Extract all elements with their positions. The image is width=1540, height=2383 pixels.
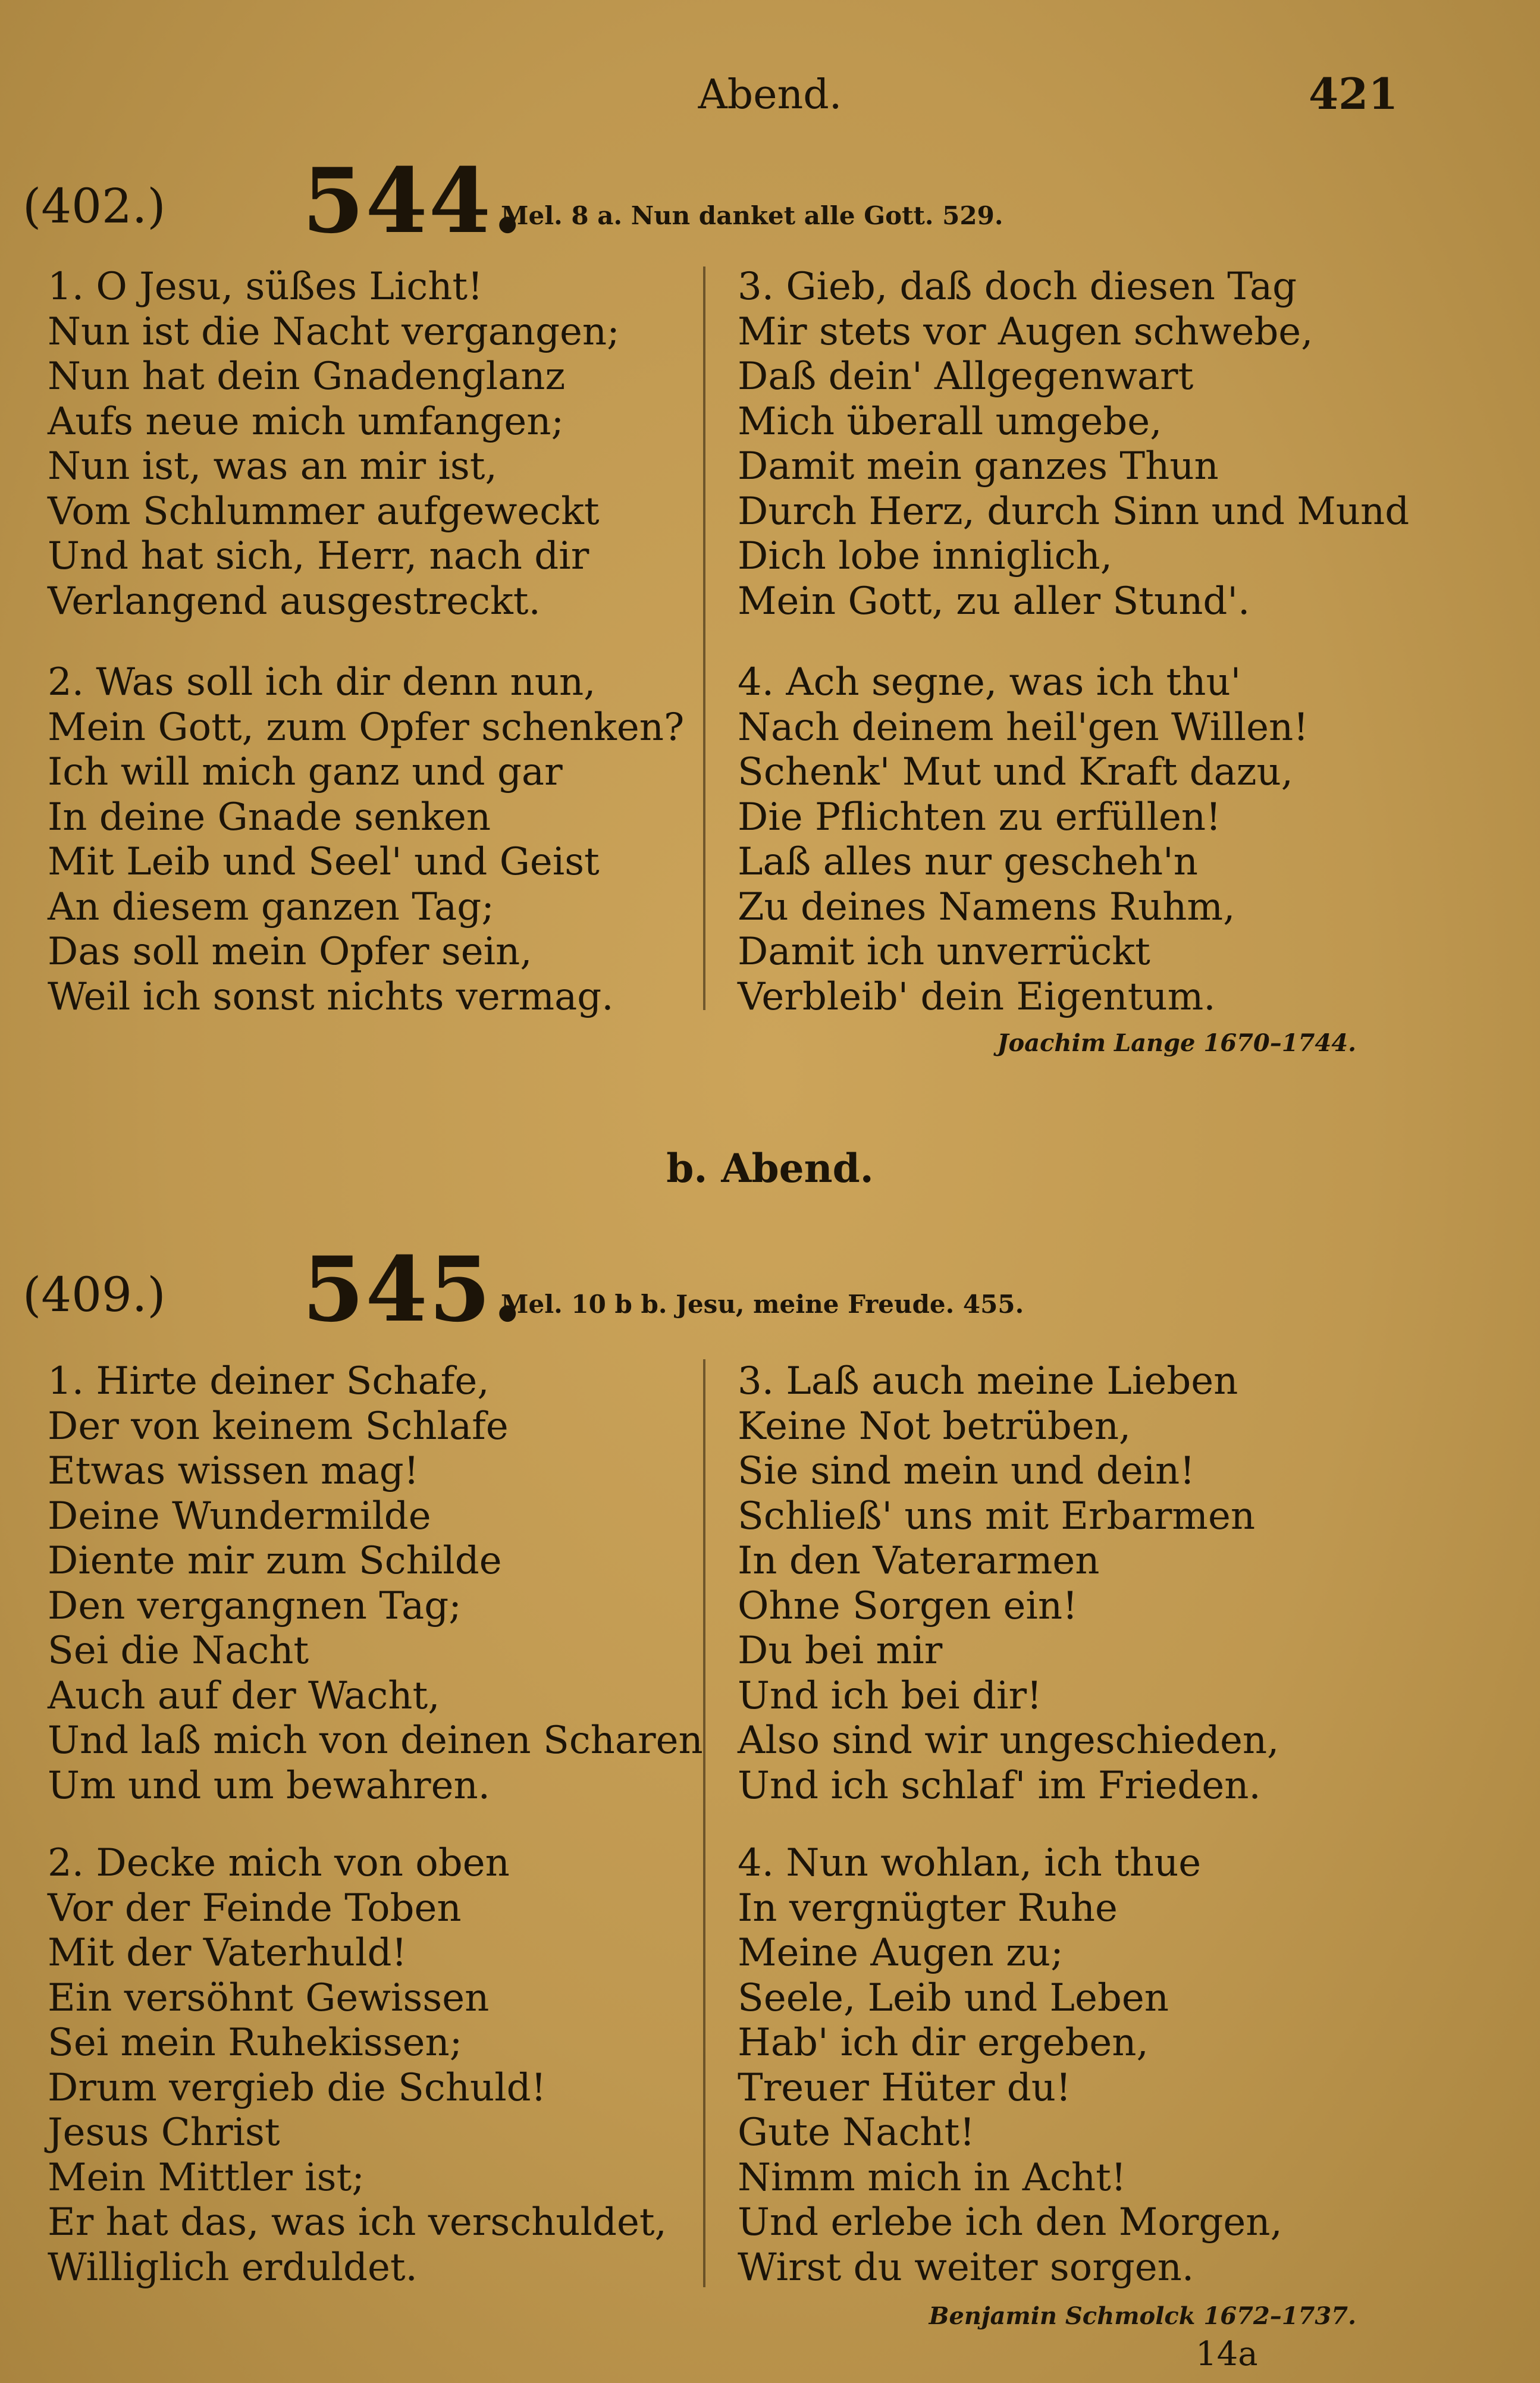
- stanza-line: Um und um bewahren.: [48, 1763, 490, 1808]
- section-heading: b. Abend.: [666, 1145, 874, 1192]
- stanza-line: Sei die Nacht: [48, 1629, 309, 1673]
- stanza-line: Er hat das, was ich verschuldet,: [48, 2200, 667, 2244]
- stanza-line: Williglich erduldet.: [48, 2245, 418, 2290]
- stanza-line: Etwas wissen mag!: [48, 1449, 419, 1493]
- stanza-line: Ohne Sorgen ein!: [738, 1584, 1078, 1628]
- stanza-line: Verbleib' dein Eigentum.: [738, 974, 1216, 1019]
- page-number: 421: [1309, 68, 1398, 119]
- stanza-line: Mir stets vor Augen schwebe,: [738, 309, 1313, 354]
- stanza-line: An diesem ganzen Tag;: [48, 885, 494, 929]
- stanza-line: Dich lobe inniglich,: [738, 534, 1113, 578]
- stanza-line: Schenk' Mut und Kraft dazu,: [738, 750, 1293, 794]
- stanza-line: Jesus Christ: [48, 2111, 280, 2155]
- stanza-line: Mich überall umgebe,: [738, 399, 1162, 444]
- stanza-line: Treuer Hüter du!: [738, 2065, 1071, 2110]
- stanza-line: Mit der Vaterhuld!: [48, 1931, 407, 1975]
- signature-mark: 14a: [1196, 2335, 1258, 2373]
- hymn-544-stanza-2: [48, 660, 684, 1020]
- stanza-line: Diente mir zum Schilde: [48, 1539, 502, 1583]
- hymn-545-author: Benjamin Schmolck 1672–1737.: [929, 2302, 1356, 2330]
- stanza-line: In deine Gnade senken: [48, 795, 491, 839]
- stanza-line: 1. O Jesu, süßes Licht!: [48, 265, 483, 309]
- stanza-line: 2. Was soll ich dir denn nun,: [48, 660, 596, 704]
- stanza-line: In den Vaterarmen: [738, 1539, 1100, 1583]
- stanza-line: 2. Decke mich von oben: [48, 1841, 510, 1885]
- stanza-line: Hab' ich dir ergeben,: [738, 2021, 1149, 2065]
- stanza-line: Auch auf der Wacht,: [48, 1673, 440, 1718]
- stanza-line: Wirst du weiter sorgen.: [738, 2245, 1194, 2290]
- stanza-line: Damit mein ganzes Thun: [738, 444, 1219, 488]
- stanza-line: Nun hat dein Gnadenglanz: [48, 355, 566, 399]
- stanza-line: Nun ist die Nacht vergangen;: [48, 309, 620, 354]
- hymn-545-reference: (409.): [23, 1267, 166, 1322]
- stanza-line: Mit Leib und Seel' und Geist: [48, 840, 600, 884]
- stanza-line: Und erlebe ich den Morgen,: [738, 2200, 1282, 2244]
- stanza-line: 4. Nun wohlan, ich thue: [738, 1841, 1202, 1885]
- stanza-line: Der von keinem Schlafe: [48, 1404, 509, 1448]
- stanza-line: Schließ' uns mit Erbarmen: [738, 1494, 1256, 1538]
- stanza-line: 4. Ach segne, was ich thu': [738, 660, 1241, 704]
- hymn-544-stanza-4: [738, 660, 1309, 1020]
- hymn-545-stanza-1: [48, 1359, 703, 1808]
- stanza-line: Vom Schlummer aufgeweckt: [48, 489, 600, 534]
- stanza-line: Damit ich unverrückt: [738, 930, 1150, 974]
- stanza-line: Aufs neue mich umfangen;: [48, 399, 564, 444]
- column-divider: [703, 1359, 705, 2287]
- stanza-line: Deine Wundermilde: [48, 1494, 431, 1538]
- stanza-line: Meine Augen zu;: [738, 1931, 1064, 1975]
- stanza-line: Mein Mittler ist;: [48, 2155, 365, 2200]
- column-divider: [703, 266, 705, 1010]
- stanza-line: Durch Herz, durch Sinn und Mund: [738, 489, 1410, 534]
- stanza-line: Seele, Leib und Leben: [738, 1976, 1169, 2020]
- stanza-line: Und laß mich von deinen Scharen: [48, 1719, 703, 1763]
- stanza-line: Mein Gott, zu aller Stund'.: [738, 579, 1250, 623]
- hymn-544-author: Joachim Lange 1670–1744.: [997, 1029, 1356, 1057]
- stanza-line: Ich will mich ganz und gar: [48, 750, 563, 794]
- hymn-545-number: 545.: [302, 1237, 525, 1342]
- running-header: Abend.: [698, 71, 842, 118]
- stanza-line: Du bei mir: [738, 1629, 943, 1673]
- hymn-545-stanza-2: [48, 1841, 667, 2290]
- hymn-544-number: 544.: [302, 149, 525, 253]
- stanza-line: Also sind wir ungeschieden,: [738, 1719, 1279, 1763]
- hymn-545-stanza-3: [738, 1359, 1279, 1808]
- hymn-544-reference: (402.): [23, 178, 166, 234]
- stanza-line: Keine Not betrüben,: [738, 1404, 1131, 1448]
- stanza-line: Sie sind mein und dein!: [738, 1449, 1195, 1493]
- stanza-line: Gute Nacht!: [738, 2111, 975, 2155]
- stanza-line: Sei mein Ruhekissen;: [48, 2021, 463, 2065]
- hymn-545-melody: Mel. 10 b b. Jesu, meine Freude. 455.: [501, 1290, 1024, 1319]
- hymn-544-stanza-3: [738, 265, 1409, 624]
- stanza-line: Mein Gott, zum Opfer schenken?: [48, 705, 685, 750]
- stanza-line: Und hat sich, Herr, nach dir: [48, 534, 589, 578]
- stanza-line: Die Pflichten zu erfüllen!: [738, 795, 1221, 839]
- stanza-line: Ein versöhnt Gewissen: [48, 1976, 490, 2020]
- stanza-line: 3. Laß auch meine Lieben: [738, 1359, 1238, 1403]
- stanza-line: Nach deinem heil'gen Willen!: [738, 705, 1309, 750]
- stanza-line: Und ich schlaf' im Frieden.: [738, 1763, 1261, 1808]
- stanza-line: Das soll mein Opfer sein,: [48, 930, 532, 974]
- hymn-545-stanza-4: [738, 1841, 1282, 2290]
- stanza-line: Daß dein' Allgegenwart: [738, 355, 1194, 399]
- hymn-544-melody: Mel. 8 a. Nun danket alle Gott. 529.: [501, 201, 1003, 230]
- stanza-line: 3. Gieb, daß doch diesen Tag: [738, 265, 1297, 309]
- stanza-line: In vergnügter Ruhe: [738, 1886, 1118, 1930]
- stanza-line: Zu deines Namens Ruhm,: [738, 885, 1235, 929]
- stanza-line: Drum vergieb die Schuld!: [48, 2065, 547, 2110]
- stanza-line: 1. Hirte deiner Schafe,: [48, 1359, 490, 1403]
- stanza-line: Nun ist, was an mir ist,: [48, 444, 497, 488]
- stanza-line: Verlangend ausgestreckt.: [48, 579, 541, 623]
- stanza-line: Nimm mich in Acht!: [738, 2155, 1127, 2200]
- stanza-line: Den vergangnen Tag;: [48, 1584, 462, 1628]
- stanza-line: Laß alles nur gescheh'n: [738, 840, 1198, 884]
- stanza-line: Vor der Feinde Toben: [48, 1886, 462, 1930]
- stanza-line: Weil ich sonst nichts vermag.: [48, 974, 614, 1019]
- stanza-line: Und ich bei dir!: [738, 1673, 1042, 1718]
- hymn-544-stanza-1: [48, 265, 620, 624]
